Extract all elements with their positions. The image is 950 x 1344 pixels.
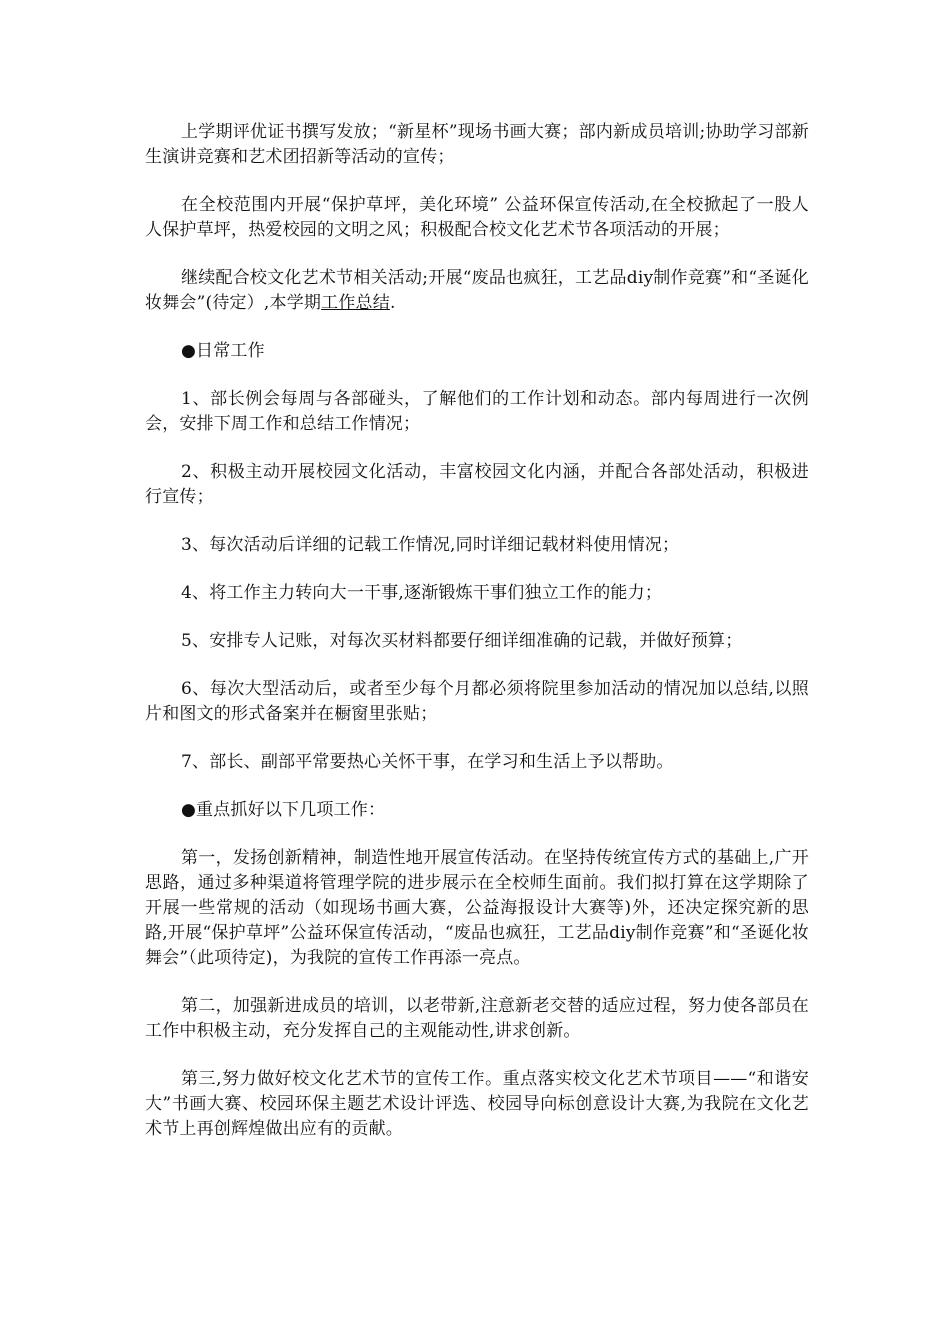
paragraph-previous-activities: 上学期评优证书撰写发放；“新星杯”现场书画大赛；部内新成员培训;协助学习部新生演讲竞赛和艺术团招新等活动的宣传；: [145, 122, 809, 167]
paragraph-art-festival-end: .: [389, 293, 396, 313]
work-summary-link[interactable]: 工作总结: [321, 293, 390, 313]
heading-key-work: ●重点抓好以下几项工作：: [181, 800, 386, 820]
paragraph-art-festival-text: 继续配合校文化艺术节相关活动;开展“废品也疯狂，工艺品diy制作竞赛”和“圣诞化妆舞会”(待定）,本学期: [145, 268, 809, 313]
heading-daily-work: ●日常工作: [181, 341, 265, 361]
paragraph-lawn-campaign: 在全校范围内开展“保护草坪，美化环境” 公益环保宣传活动,在全校掀起了一股人人保护草坪，热爱校园的文明之风；积极配合校文化艺术节各项活动的开展；: [145, 195, 809, 240]
key-item-2: 第二，加强新进成员的培训，以老带新,注意新老交替的适应过程，努力使各部员在工作中积极主动，充分发挥自己的主观能动性,讲求创新。: [145, 996, 809, 1041]
daily-item-7: 7、部长、副部平常要热心关怀干事，在学习和生活上予以帮助。: [181, 752, 674, 772]
daily-item-3: 3、每次活动后详细的记载工作情况,同时详细记载材料使用情况；: [181, 535, 680, 555]
daily-item-2: 2、积极主动开展校园文化活动，丰富校园文化内涵，并配合各部处活动，积极进行宣传；: [145, 462, 809, 507]
key-item-1: 第一，发扬创新精神，制造性地开展宣传活动。在坚持传统宣传方式的基础上,广开思路，通过多种渠道将管理学院的进步展示在全校师生面前。我们拟打算在这学期除了开展一些常规的活动（如现场书画大赛，公益海报设计大赛等)外，还决定探究新的思路,开展“保护草坪”公益环保宣传活动，“废品也疯狂，工艺品diy制作竞赛”和“圣诞化妆舞会”（此项待定)，为我院的宣传工作再添一亮点。: [145, 848, 809, 968]
daily-item-6: 6、每次大型活动后，或者至少每个月都必须将院里参加活动的情况加以总结,以照片和图文的形式备案并在橱窗里张贴；: [145, 679, 809, 724]
daily-item-4: 4、将工作主力转向大一干事,逐渐锻炼干事们独立工作的能力；: [181, 583, 663, 603]
daily-item-5: 5、安排专人记账，对每次买材料都要仔细详细准确的记载，并做好预算；: [181, 631, 743, 651]
paragraph-art-festival: [145, 266, 809, 316]
daily-item-1: 1、部长例会每周与各部碰头，了解他们的工作计划和动态。部内每周进行一次例会，安排下周工作和总结工作情况；: [145, 389, 809, 434]
document-page: [145, 120, 809, 1165]
key-item-3: 第三,努力做好校文化艺术节的宣传工作。重点落实校文化艺术节项目——“和谐安大”书画大赛、校园环保主题艺术设计评选、校园导向标创意设计大赛,为我院在文化艺术节上再创辉煌做出应有的贡献。: [145, 1069, 809, 1139]
